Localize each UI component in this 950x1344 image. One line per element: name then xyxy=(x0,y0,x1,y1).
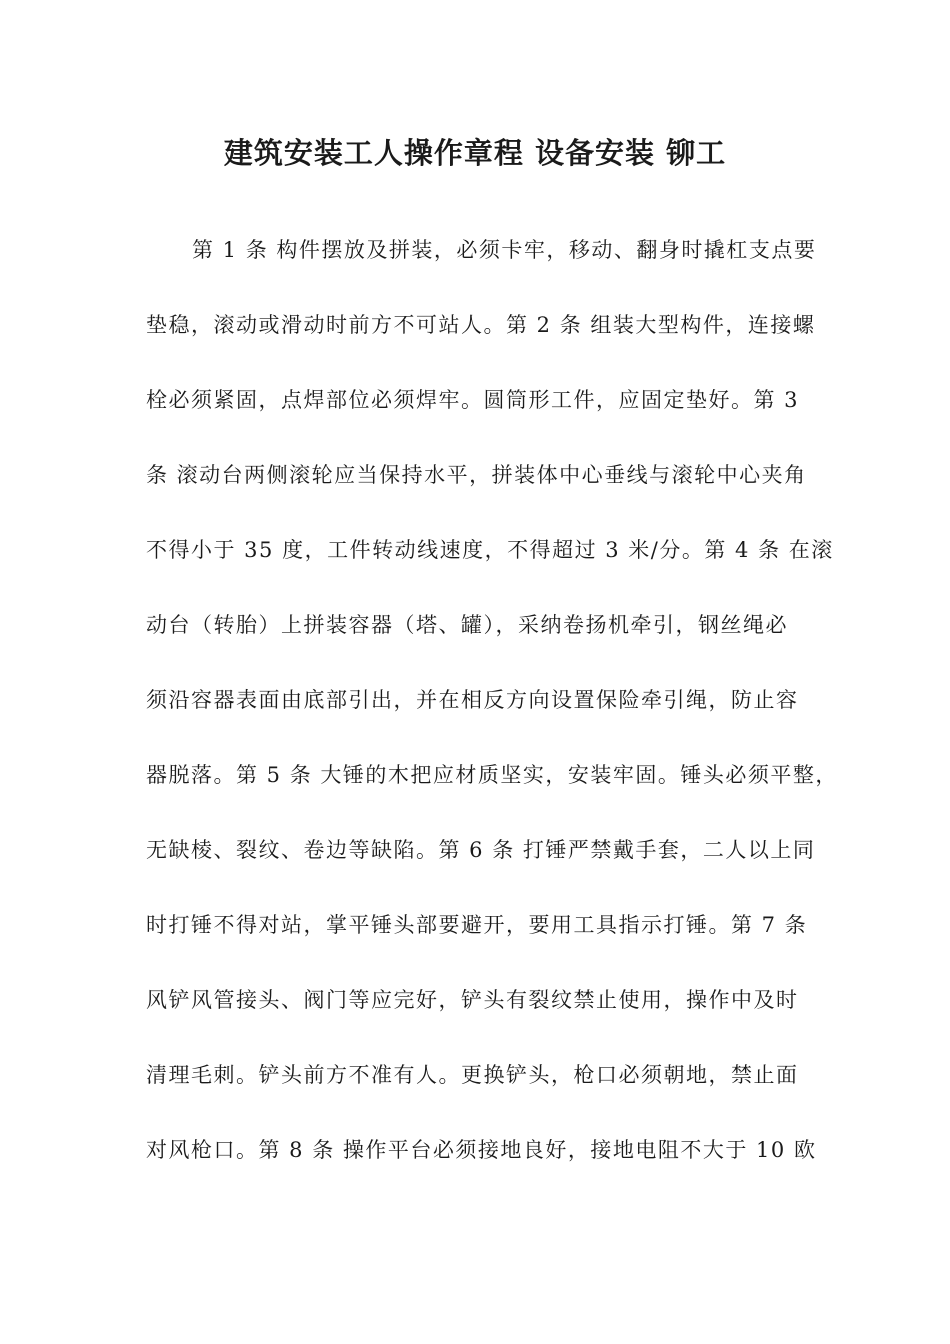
body-line: 风铲风管接头、阀门等应完好，铲头有裂纹禁止使用，操作中及时 xyxy=(146,988,799,1012)
body-line: 无缺棱、裂纹、卷边等缺陷。第 6 条 打锤严禁戴手套，二人以上同 xyxy=(146,838,816,862)
body-line: 对风枪口。第 8 条 操作平台必须接地良好，接地电阻不大于 10 欧 xyxy=(146,1138,817,1162)
body-line: 第 1 条 构件摆放及拼装，必须卡牢，移动、翻身时撬杠支点要 xyxy=(192,238,817,262)
body-line: 时打锤不得对站，掌平锤头部要避开，要用工具指示打锤。第 7 条 xyxy=(146,913,808,937)
body-line: 不得小于 35 度，工件转动线速度，不得超过 3 米/分。第 4 条 在滚 xyxy=(146,538,834,562)
body-line: 条 滚动台两侧滚轮应当保持水平，拼装体中心垂线与滚轮中心夹角 xyxy=(146,463,807,487)
document-title: 建筑安装工人操作章程 设备安装 铆工 xyxy=(223,136,727,170)
body-line: 器脱落。第 5 条 大锤的木把应材质坚实，安装牢固。锤头必须平整， xyxy=(146,763,838,787)
body-line: 垫稳，滚动或滑动时前方不可站人。第 2 条 组装大型构件，连接螺 xyxy=(146,313,816,337)
body-line: 清理毛刺。铲头前方不准有人。更换铲头，枪口必须朝地，禁止面 xyxy=(146,1063,799,1087)
body-line: 须沿容器表面由底部引出，并在相反方向设置保险牵引绳，防止容 xyxy=(146,688,799,712)
body-line: 栓必须紧固，点焊部位必须焊牢。圆筒形工件，应固定垫好。第 3 xyxy=(146,388,800,412)
body-line: 动台（转胎）上拼装容器（塔、罐），采纳卷扬机牵引，钢丝绳必 xyxy=(146,613,788,637)
